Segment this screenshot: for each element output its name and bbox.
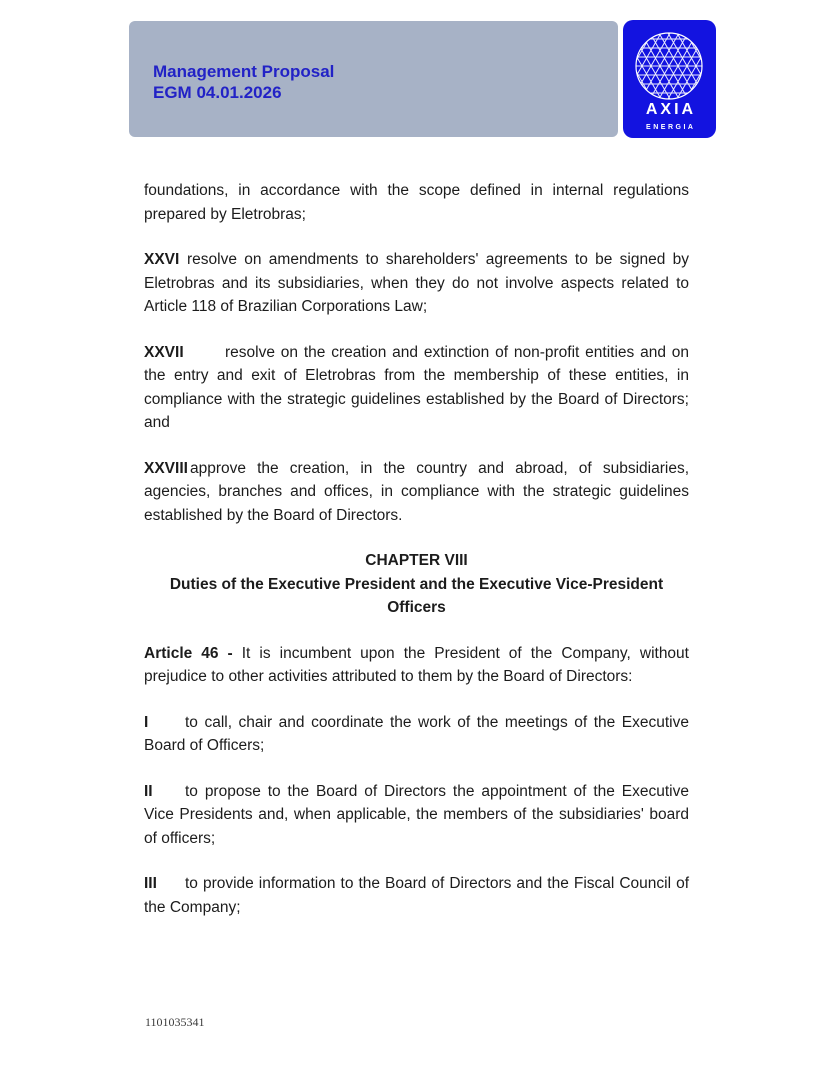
clause-text: resolve on the creation and extinction of non-profit entities and on the entry and exit of Eletrobras from the membership of these entities, in compliance with the strategic guidelines established by the Board of Directors; and <box>144 343 689 431</box>
paragraph-text: foundations, in accordance with the scope defined in internal regulations prepared by Eletrobras; <box>144 182 689 223</box>
item-number: III <box>144 875 157 892</box>
clause-number: XXVI <box>144 251 180 268</box>
item-ii <box>144 780 689 851</box>
page-title-line2: EGM 04.01.2026 <box>153 83 282 102</box>
item-text: to propose to the Board of Directors the appointment of the Executive Vice Presidents and, when applicable, the members of the subsidiaries' board of officers; <box>144 782 689 847</box>
page-title-line1: Management Proposal <box>153 62 335 81</box>
clause-text: approve the creation, in the country and abroad, of subsidiaries, agencies, branches and offices, in compliance with the strategic guidelines established by the Board of Directors. <box>144 459 689 524</box>
item-text: to call, chair and coordinate the work of the meetings of the Executive Board of Officers; <box>144 713 689 754</box>
document-body <box>144 179 689 941</box>
article-number: Article 46 - <box>144 644 233 662</box>
logo-subbrand-text: ENERGIA <box>646 124 696 131</box>
item-text: to provide information to the Board of Directors and the Fiscal Council of the Company; <box>144 875 689 916</box>
clause-number: XXVII <box>144 343 184 361</box>
chapter-heading <box>144 549 689 620</box>
clause-number: XXVIII <box>144 459 188 477</box>
geodesic-sphere-icon <box>623 24 716 108</box>
item-number: I <box>144 713 149 731</box>
logo-brand-text: AXIA <box>645 101 697 118</box>
article-text: It is incumbent upon the President of the Company, without prejudice to other activities attributed to them by the Board of Directors: <box>144 644 689 685</box>
page-title <box>153 61 334 103</box>
item-iii <box>144 872 689 919</box>
clause-xxvii <box>144 341 689 435</box>
item-number: II <box>144 782 153 800</box>
document-number: 1101035341 <box>145 1015 205 1029</box>
clause-xxviii <box>144 457 689 528</box>
company-logo <box>623 20 716 138</box>
article-46 <box>144 642 689 689</box>
clause-xxvi <box>144 248 689 319</box>
paragraph-foundations <box>144 179 689 226</box>
chapter-subtitle: Duties of the Executive President and the Executive Vice-President Officers <box>169 575 664 616</box>
item-i <box>144 711 689 758</box>
header-banner <box>129 21 618 137</box>
clause-text: resolve on amendments to shareholders' agreements to be signed by Eletrobras and its subsidiaries, when they do not involve aspects related to Article 118 of Brazilian Corporations Law; <box>144 251 689 315</box>
chapter-title: CHAPTER VIII <box>365 552 468 569</box>
